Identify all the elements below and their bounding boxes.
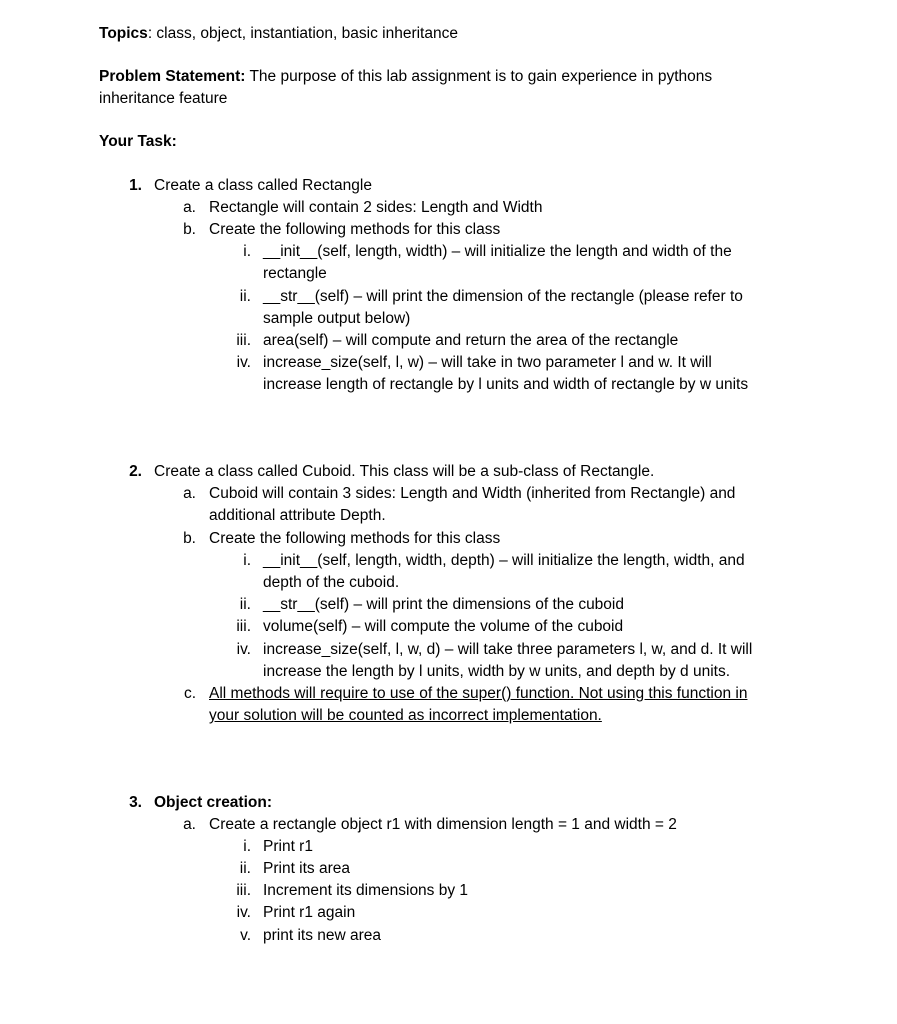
section-2-item-ii-line-1: __str__(self) – will print the dimensions of the cuboid (263, 596, 624, 613)
section-1-item-iv-marker: iv. (236, 354, 251, 371)
section-2-item-iv-marker: iv. (236, 641, 251, 658)
section-2-item-i-line-2: depth of the cuboid. (263, 574, 400, 591)
section-3-number: 3. (129, 794, 142, 811)
section-1-a-text: Rectangle will contain 2 sides: Length and Width (209, 199, 543, 216)
section-2-a-line-2: additional attribute Depth. (209, 507, 386, 524)
section-2-item-ii-marker: ii. (239, 596, 251, 613)
section-3-item-i-text: Print r1 (263, 838, 313, 855)
section-2-number: 2. (129, 463, 142, 480)
section-1-item-ii-line-2: sample output below) (263, 310, 411, 327)
section-1-item-ii-marker: ii. (239, 288, 251, 305)
section-1-item-i-line-1: __init__(self, length, width) – will initialize the length and width of the (263, 243, 732, 260)
section-3-item-iv-marker: iv. (236, 904, 251, 921)
section-1-item-i-marker: i. (243, 243, 251, 260)
section-2-title: Create a class called Cuboid. This class will be a sub-class of Rectangle. (154, 463, 655, 480)
problem-statement-line-2: inheritance feature (99, 90, 228, 107)
section-2-item-iii-marker: iii. (236, 618, 251, 635)
section-1-item-ii-line-1: __str__(self) – will print the dimension of the rectangle (please refer to (263, 288, 743, 305)
problem-statement-label: Problem Statement: (99, 68, 246, 85)
section-3-item-v-marker: v. (240, 927, 251, 944)
section-1-item-iv-line-2: increase length of rectangle by l units and width of rectangle by w units (263, 376, 749, 393)
topics-label: Topics (99, 25, 148, 42)
problem-statement-line-1 (99, 67, 712, 87)
section-2-a-marker: a. (183, 485, 196, 502)
section-1-item-iii-line-1: area(self) – will compute and return the area of the rectangle (263, 332, 679, 349)
section-1-number: 1. (129, 177, 142, 194)
section-2-b-text: Create the following methods for this class (209, 530, 501, 547)
section-3-item-iii-marker: iii. (236, 882, 251, 899)
section-3-item-ii-text: Print its area (263, 860, 351, 877)
section-2-a-line-1: Cuboid will contain 3 sides: Length and Width (inherited from Rectangle) and (209, 485, 736, 502)
section-3-title: Object creation: (154, 794, 272, 811)
topics-text: : class, object, instantiation, basic inheritance (147, 25, 458, 42)
topics-line (99, 24, 458, 44)
section-2-item-iv-line-1: increase_size(self, l, w, d) – will take three parameters l, w, and d. It will (263, 641, 753, 658)
section-1-title: Create a class called Rectangle (154, 177, 372, 194)
section-1-item-i-line-2: rectangle (263, 265, 327, 282)
your-task-label: Your Task: (99, 133, 177, 150)
section-1-a-marker: a. (183, 199, 196, 216)
section-1-b-marker: b. (183, 221, 196, 238)
section-2-b-marker: b. (183, 530, 196, 547)
section-3-item-iv-text: Print r1 again (263, 904, 356, 921)
section-3-item-iii-text: Increment its dimensions by 1 (263, 882, 469, 899)
section-3-item-v-text: print its new area (263, 927, 382, 944)
section-1-item-iv-line-1: increase_size(self, l, w) – will take in two parameter l and w. It will (263, 354, 712, 371)
section-2-item-iii-line-1: volume(self) – will compute the volume of the cuboid (263, 618, 624, 635)
section-2-item-i-marker: i. (243, 552, 251, 569)
section-3-item-i-marker: i. (243, 838, 251, 855)
section-2-c-line-1: All methods will require to use of the super() function. Not using this function in (209, 685, 748, 702)
section-3-a-marker: a. (183, 816, 196, 833)
section-2-item-iv-line-2: increase the length by l units, width by w units, and depth by d units. (263, 663, 730, 680)
problem-statement-text: The purpose of this lab assignment is to gain experience in pythons (245, 68, 713, 85)
section-2-item-i-line-1: __init__(self, length, width, depth) – will initialize the length, width, and (263, 552, 745, 569)
section-2-c-line-2: your solution will be counted as incorrect implementation. (209, 707, 602, 724)
section-1-item-iii-marker: iii. (236, 332, 251, 349)
section-2-c-marker: c. (183, 685, 196, 702)
section-3-a-text: Create a rectangle object r1 with dimension length = 1 and width = 2 (209, 816, 677, 833)
section-1-b-text: Create the following methods for this class (209, 221, 501, 238)
section-3-item-ii-marker: ii. (239, 860, 251, 877)
